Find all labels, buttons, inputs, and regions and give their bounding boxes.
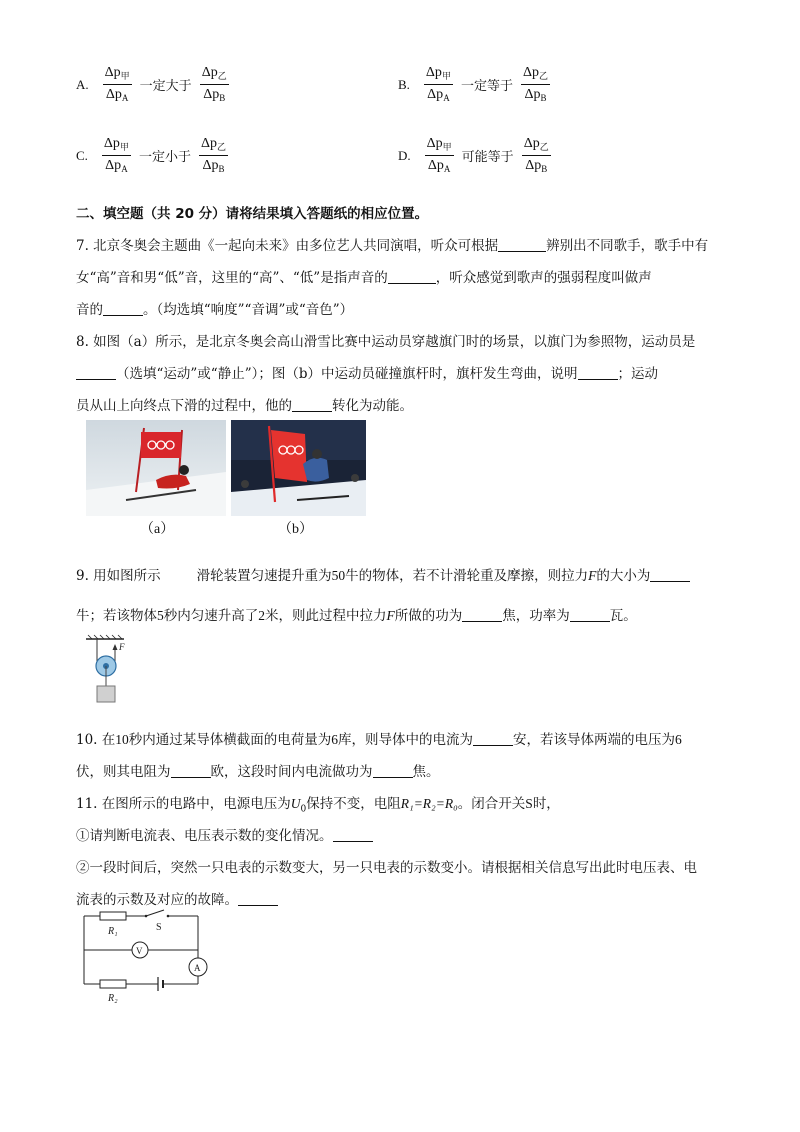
answer-blank[interactable] bbox=[570, 607, 610, 622]
answer-blank[interactable] bbox=[333, 827, 373, 842]
force-label: F bbox=[119, 642, 125, 652]
fraction: $\frac{\Delta p_甲}{\Delta p_A}$ bbox=[426, 136, 452, 174]
answer-blank[interactable] bbox=[498, 237, 546, 252]
q8-line-2: （选填“运动”或“静止”）；图（b）中运动员碰撞旗杆时，旗杆发生弯曲，说明 ；运动 bbox=[76, 364, 658, 384]
q10-line-2: 伏，则其电阻为 欧，这段时间内电流做功为 焦。 bbox=[76, 764, 440, 780]
fraction: $\frac{\Delta p_甲}{\Delta p_A}$ bbox=[103, 136, 129, 174]
option-a bbox=[76, 66, 233, 103]
skier-photo-b bbox=[231, 420, 366, 516]
relation: 一定大于 bbox=[139, 79, 192, 94]
caption-b: （b） bbox=[278, 522, 313, 537]
pulley-figure bbox=[84, 634, 136, 718]
q11-line-3: ②一段时间后，突然一只电表的示数变大，另一只电表的示数变小。请根据相关信息写出此时电压表、电 bbox=[76, 860, 697, 876]
q11-line-1: 11. 在图所示的电路中，电源电压为$U_0$保持不变，电阻R₁=R₂=R₀。闭合开关S时， bbox=[76, 796, 560, 815]
circuit-diagram bbox=[76, 908, 212, 1004]
answer-blank[interactable] bbox=[238, 891, 278, 906]
caption-a: （a） bbox=[140, 522, 175, 537]
answer-blank[interactable] bbox=[473, 731, 513, 746]
relation: 一定等于 bbox=[460, 79, 513, 94]
r1-label: R₁ bbox=[108, 926, 118, 937]
skier-photo-a bbox=[86, 420, 226, 516]
fraction: $\frac{\Delta p_甲}{\Delta p_A}$ bbox=[104, 65, 130, 103]
answer-blank[interactable] bbox=[171, 763, 211, 778]
fraction: $\frac{\Delta p_乙}{\Delta p_B}$ bbox=[200, 136, 226, 174]
option-letter: B. bbox=[398, 76, 410, 92]
q7-line-2: 女“高”音和男“低”音，这里的“高”、“低”是指声音的 ，听众感觉到歌声的强弱程度叫做声 bbox=[76, 270, 652, 286]
q7-line-1: 7. 北京冬奥会主题曲《一起向未来》由多位艺人共同演唱，听众可根据 辨别出不同歌手，歌手中有 bbox=[76, 238, 709, 254]
answer-blank[interactable] bbox=[76, 365, 116, 380]
answer-blank[interactable] bbox=[462, 607, 502, 622]
option-letter: A. bbox=[76, 76, 89, 92]
option-c bbox=[76, 137, 232, 174]
r2-label: R₂ bbox=[108, 993, 118, 1004]
answer-blank[interactable] bbox=[578, 365, 618, 380]
fraction: $\frac{\Delta p_乙}{\Delta p_B}$ bbox=[522, 65, 548, 103]
answer-blank[interactable] bbox=[388, 269, 436, 284]
q9-line-1: 9. 用如图所示 滑轮装置匀速提升重为50牛的物体，若不计滑轮重及摩擦，则拉力F的大小为 bbox=[76, 566, 690, 586]
q11-line-2: ①请判断电流表、电压表示数的变化情况。 bbox=[76, 826, 373, 846]
answer-blank[interactable] bbox=[103, 301, 143, 316]
switch-label: S bbox=[156, 922, 162, 933]
option-b bbox=[398, 66, 554, 103]
resistor-r1 bbox=[100, 912, 126, 920]
ammeter-label: A bbox=[194, 963, 201, 973]
option-letter: D. bbox=[398, 147, 411, 163]
answer-blank[interactable] bbox=[650, 567, 690, 582]
relation: 可能等于 bbox=[461, 150, 514, 165]
fraction: $\frac{\Delta p_甲}{\Delta p_A}$ bbox=[425, 65, 451, 103]
fraction: $\frac{\Delta p_乙}{\Delta p_B}$ bbox=[523, 136, 549, 174]
resistor-r2 bbox=[100, 980, 126, 988]
q7-line-3: 音的 。（均选填“响度”“音调”或“音色”） bbox=[76, 302, 354, 318]
fraction: $\frac{\Delta p_乙}{\Delta p_B}$ bbox=[201, 65, 227, 103]
q8-line-3: 员从山上向终点下滑的过程中，他的 转化为动能。 bbox=[76, 398, 413, 414]
q9-line-2: 牛；若该物体5秒内匀速升高了2米，则此过程中拉力F所做的功为 焦，功率为 瓦。 bbox=[76, 608, 637, 624]
answer-blank[interactable] bbox=[373, 763, 413, 778]
q10-line-1: 10. 在10秒内通过某导体横截面的电荷量为6库，则导体中的电流为 安，若该导体两端的电压为6 bbox=[76, 732, 682, 748]
answer-blank[interactable] bbox=[292, 397, 332, 412]
option-d bbox=[398, 137, 555, 174]
voltmeter-label: V bbox=[136, 946, 143, 956]
relation: 一定小于 bbox=[138, 150, 191, 165]
q8-line-1: 8. 如图（a）所示，是北京冬奥会高山滑雪比赛中运动员穿越旗门时的场景，以旗门为参照物，运动员是 bbox=[76, 334, 696, 350]
section-heading: 二、填空题（共 20 分）请将结果填入答题纸的相应位置。 bbox=[76, 206, 429, 222]
q11-line-4: 流表的示数及对应的故障。 bbox=[76, 890, 278, 910]
option-letter: C. bbox=[76, 147, 88, 163]
